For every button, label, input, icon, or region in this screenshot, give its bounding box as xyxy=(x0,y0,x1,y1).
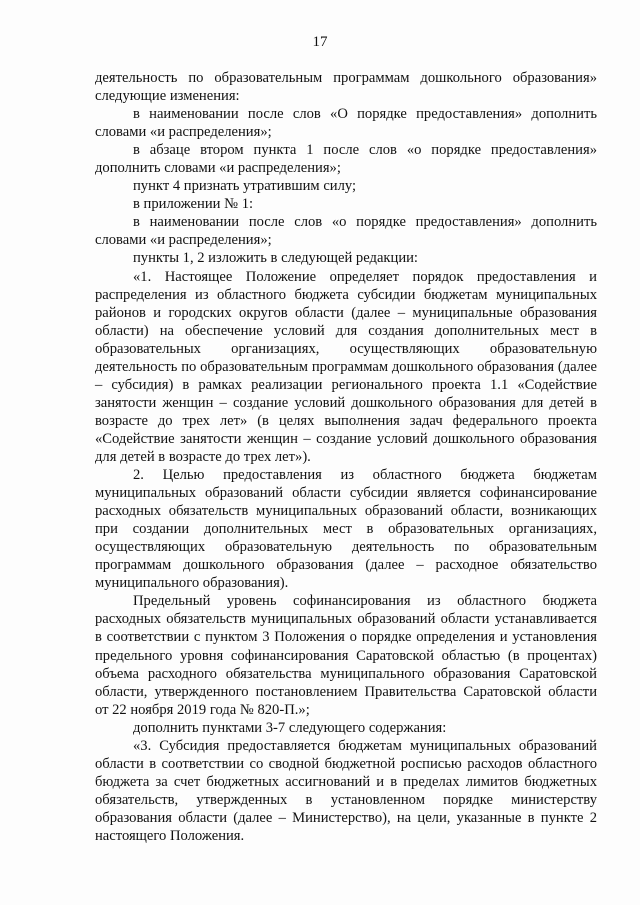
paragraph: в наименовании после слов «О порядке предоставления» дополнить словами «и распределения»; xyxy=(95,106,597,141)
paragraph: в абзаце втором пункта 1 после слов «о порядке предоставления» дополнить словами «и распределения»; xyxy=(95,142,597,177)
paragraph: «3. Субсидия предоставляется бюджетам муниципальных образований области в соответствии со сводной бюджетной росписью расходов областного бюджета за счет бюджетных ассигнований и в пределах лимитов бюджетных обязательств, утвержденных в установленном порядке министерству образования области (далее – Министерство), на цели, указанные в пункте 2 настоящего Положения. xyxy=(95,737,597,844)
paragraph: в наименовании после слов «о порядке предоставления» дополнить словами «и распределения»; xyxy=(95,214,597,249)
paragraph: пункты 1, 2 изложить в следующей редакции: xyxy=(133,250,418,267)
paragraph: в приложении № 1: xyxy=(133,196,254,213)
paragraph: Предельный уровень софинансирования из областного бюджета расходных обязательств муниципальных образований области устанавливается в соответствии с пунктом 3 Положения о порядке определения и установления предельного уровня софинансирования Саратовской областью (в процентах) объема расходного обязательства муниципального образования Саратовской области, утвержденного постановлением Правительства Саратовской области от 22 ноября 2019 года № 820-П.»; xyxy=(95,593,597,718)
paragraph: дополнить пунктами 3-7 следующего содержания: xyxy=(133,719,447,736)
paragraph: «1. Настоящее Положение определяет порядок предоставления и распределения из областного бюджета субсидии бюджетам муниципальных районов и городских округов области (далее – муниципальные образования области) на обеспечение условий для создания дополнительных мест в образовательных организациях, осуществляющих образовательную деятельность по образовательным программам дошкольного образования (далее – субсидия) в рамках реализации регионального проекта 1.1 «Содействие занятости женщин – создание условий дошкольного образования для детей в возрасте до трех лет» (в целях выполнения задач федерального проекта «Содействие занятости женщин – создание условий дошкольного образования для детей в возрасте до трех лет»). xyxy=(95,268,597,465)
paragraph: деятельность по образовательным программам дошкольного образования» следующие изменения: xyxy=(95,70,597,105)
paragraph: пункт 4 признать утратившим силу; xyxy=(133,178,357,195)
page-number: 17 xyxy=(312,34,328,50)
document-body xyxy=(95,69,597,845)
paragraph: 2. Целью предоставления из областного бюджета бюджетам муниципальных образований области субсидии является софинансирование расходных обязательств муниципальных образований области, возникающих при создании дополнительных мест в образовательных организациях, осуществляющих образовательную деятельность по образовательным программам дошкольного образования (далее – расходное обязательство муниципального образования). xyxy=(95,467,597,592)
